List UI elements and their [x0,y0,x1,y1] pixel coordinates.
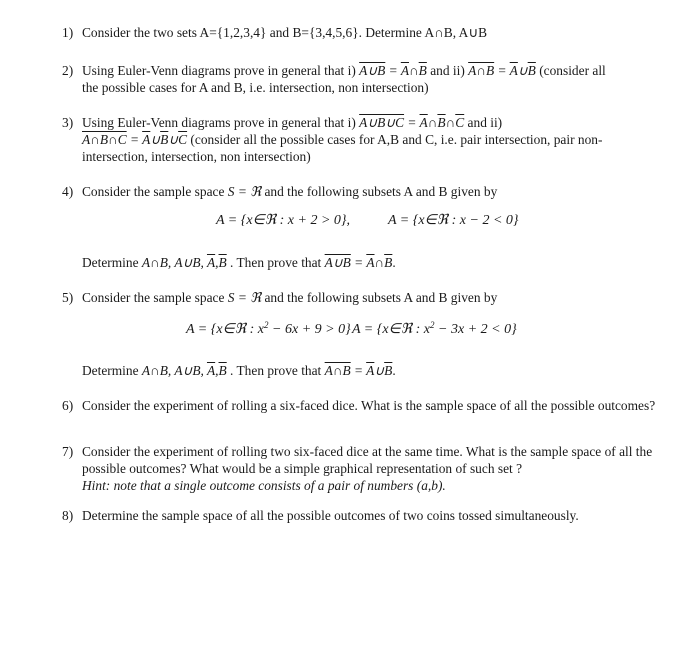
equation-ii: A∩B = $\overline{A}\cup\overline{B}$ [468,63,536,78]
set-operations: A∩B, A∪B, $\overline{A},\overline{B}$ [141,363,227,378]
question-text: Consider the two sets A={1,2,3,4} and B={3,4,5,6}. Determine A∩B, A∪B [82,25,488,40]
question-text: and the following subsets A and B given by [261,290,498,305]
question-text: and the following subsets A and B given by [261,184,498,199]
question-number: 3) [62,115,74,130]
equation-i: A∪B = $\overline{A}\cap\overline{B}$ [359,63,427,78]
question-7 [62,443,660,494]
question-text: intersection, intersection, non intersection) [82,149,311,164]
question-text: Consider the sample space [82,290,228,305]
question-text: (consider all [535,63,606,78]
sample-space: S = ℜ [227,184,262,199]
question-6 [62,397,660,414]
question-text: Consider the sample space [82,184,228,199]
proof-equation: A∪B = $\overline{A}\cap\overline{B}$ [324,255,393,270]
set-definition-b: A = {x∈ℜ : $x^2 - 3x + 2 < 0$} [352,320,517,337]
question-number: 8) [62,508,74,523]
set-definition-a: A = {x∈ℜ : $x^2 - 6x + 9 > 0$} [186,320,351,337]
question-text: . Then prove that [226,255,325,270]
question-body [82,62,660,96]
question-4 [62,183,660,200]
question-number: 4) [62,184,74,199]
question-2 [62,62,660,96]
question-body [82,443,660,494]
question-body [82,183,660,200]
question-text: Determine [82,255,142,270]
question-text: Determine [82,363,142,378]
question-text: and ii) [464,115,503,130]
question-text: the possible cases for A and B, i.e. intersection, non intersection) [82,80,429,95]
sample-space: S = ℜ [227,290,262,305]
question-1 [62,24,660,41]
question-number: 1) [62,25,74,40]
question-text: Consider the experiment of rolling a six-faced dice. What is the sample space of all the possible outcomes? [82,398,656,413]
question-body: Determine A∩B, A∪B, $\overline{A},\overline{B}$ . Then prove that A∪B = $\overline{A}\cap\overline{B}$. [82,255,396,270]
question-4-determine [62,254,660,271]
question-text: Using Euler-Venn diagrams prove in general that i) [82,63,360,78]
question-number: 2) [62,63,74,78]
proof-equation: A∩B = $\overline{A}\cup\overline{B}$ [324,363,393,378]
question-text: and ii) [426,63,469,78]
question-text: Consider the experiment of rolling two six-faced dice at the same time. What is the sample space of all the possible outcomes? What would be a simple graphical representation of such set ? [82,444,653,476]
hint-text: Hint: note that a single outcome consists of a pair of numbers (a,b). [82,478,446,493]
question-8 [62,507,660,524]
question-5 [62,289,660,306]
question-text: Using Euler-Venn diagrams prove in general that i) [82,115,360,130]
question-text: Determine the sample space of all the possible outcomes of two coins tossed simultaneously. [82,508,579,523]
question-number: 5) [62,290,74,305]
question-body [82,289,660,306]
set-definition-a: A = {x∈ℜ : x + 2 > 0}, [216,213,351,228]
question-body: Determine A∩B, A∪B, $\overline{A},\overline{B}$ . Then prove that A∩B = $\overline{A}\cup\overline{B}$. [82,363,396,378]
question-text: . Then prove that [226,363,325,378]
set-definition-b: A = {x∈ℜ : x − 2 < 0} [388,213,519,228]
question-5-determine [62,362,660,379]
question-text: (consider all the possible cases for A,B and C, i.e. pair intersection, pair non- [187,132,603,147]
equation-i: A∪B∪C = $\overline{A}\cap\overline{B}\cap\overline{C}$ [359,115,465,130]
question-number: 7) [62,444,74,459]
set-operations: A∩B, A∪B, $\overline{A},\overline{B}$ [141,255,227,270]
question-3 [62,114,660,165]
question-body [82,114,660,165]
question-number: 6) [62,398,74,413]
equation-ii: A∩B∩C = $\overline{A}\cup\overline{B}\cup\overline{C}$ [82,132,188,147]
